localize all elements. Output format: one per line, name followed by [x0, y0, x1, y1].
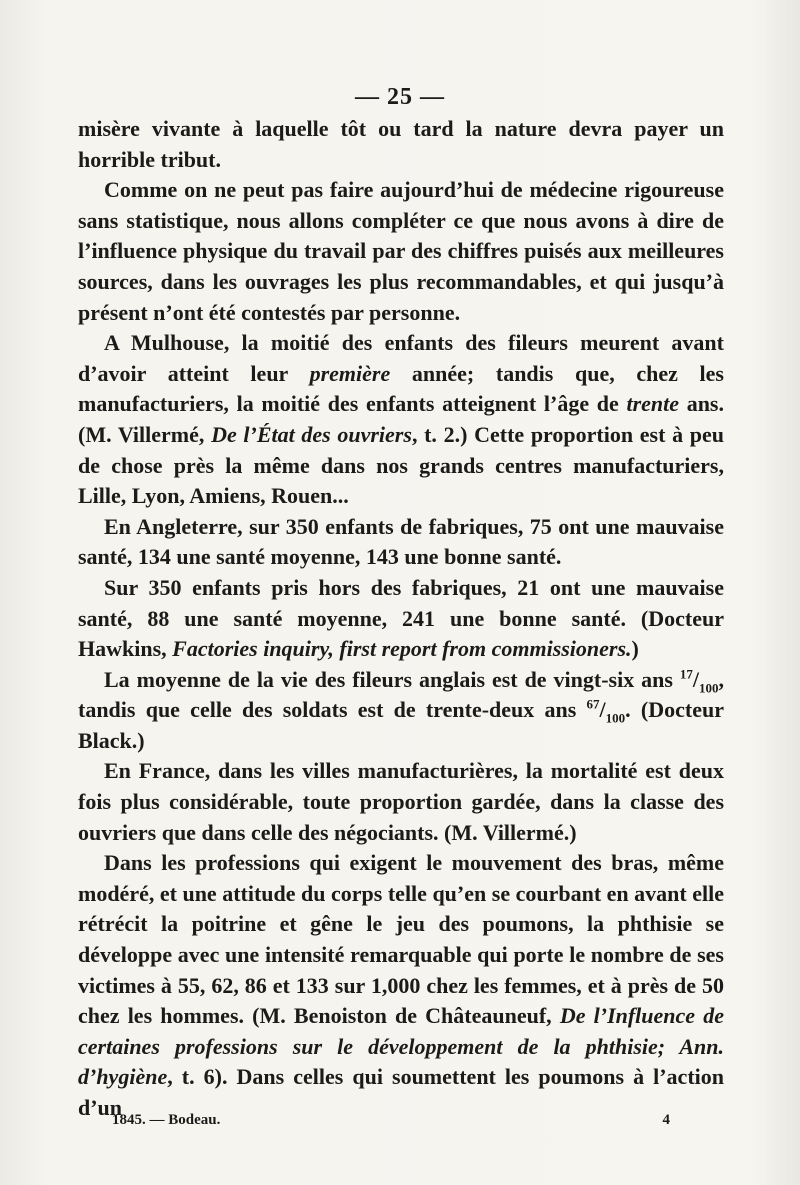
paragraph: En Angleterre, sur 350 enfants de fabriques, 75 ont une mauvaise santé, 134 une santé moyenne, 143 une bonne santé. [78, 513, 724, 570]
paragraph: En France, dans les villes manufacturières, la mortalité est deux fois plus considérable, toute proportion gardée, dans la classe des ouvriers que dans celle des négociants. (M. Villermé.) [78, 758, 724, 845]
paragraph: Dans les professions qui exigent le mouvement des bras, même modéré, et une attitude du corps telle qu’en se courbant en avant elle rétrécit la poitrine et gêne le jeu des poumons, la phthisie se développe avec une intensité remarquable qui porte le nombre de ses victimes à 55, 62, 86 et 133 sur 1,000 chez les femmes, et à près de 50 chez les hommes. (M. Benoiston de Châteauneuf, De l’Influence de certaines professions sur le développement de la phthisie; Ann. d’hygiène, t. 6). Dans celles qui soumettent les poumons à l’action d’un [78, 850, 724, 1120]
paragraph: Sur 350 enfants pris hors des fabriques, 21 ont une mauvaise santé, 88 une santé moyenne, 241 une bonne santé. (Docteur Hawkins, Factories inquiry, first report from commissioners.) [78, 574, 724, 662]
signature-number: 4 [662, 1112, 670, 1128]
paragraph: misère vivante à laquelle tôt ou tard la nature devra payer un horrible tribut. [78, 116, 724, 172]
paragraph: Comme on ne peut pas faire aujourd’hui de médecine rigoureuse sans statistique, nous allons compléter ce que nous avons à dire de l’influence physique du travail par des chiffres puisés aux meilleures sources, dans les ouvrages les plus recommandables, et qui jusqu’à présent n’ont été contestés par personne. [78, 177, 724, 325]
page-number: — 25 — [355, 84, 445, 110]
paragraph: La moyenne de la vie des fileurs anglais est de vingt-six ans $^{17}/_{100}$, tandis que celle des soldats est de trente-deux ans $^{67}/_{100}$. (Docteur Black.) [78, 666, 724, 753]
body-text [78, 114, 724, 1124]
printer-signature: 1845. — Bodeau. [112, 1112, 221, 1128]
paragraph: A Mulhouse, la moitié des enfants des fileurs meurent avant d’avoir atteint leur première année; tandis que, chez les manufacturiers, la moitié des enfants atteignent l’âge de trente ans. (M. Villermé, De l’État des ouvriers, t. 2.) Cette proportion est à peu de chose près la même dans nos grands centres manufacturiers, Lille, Lyon, Amiens, Rouen... [78, 330, 724, 509]
page-footer [112, 1112, 670, 1129]
